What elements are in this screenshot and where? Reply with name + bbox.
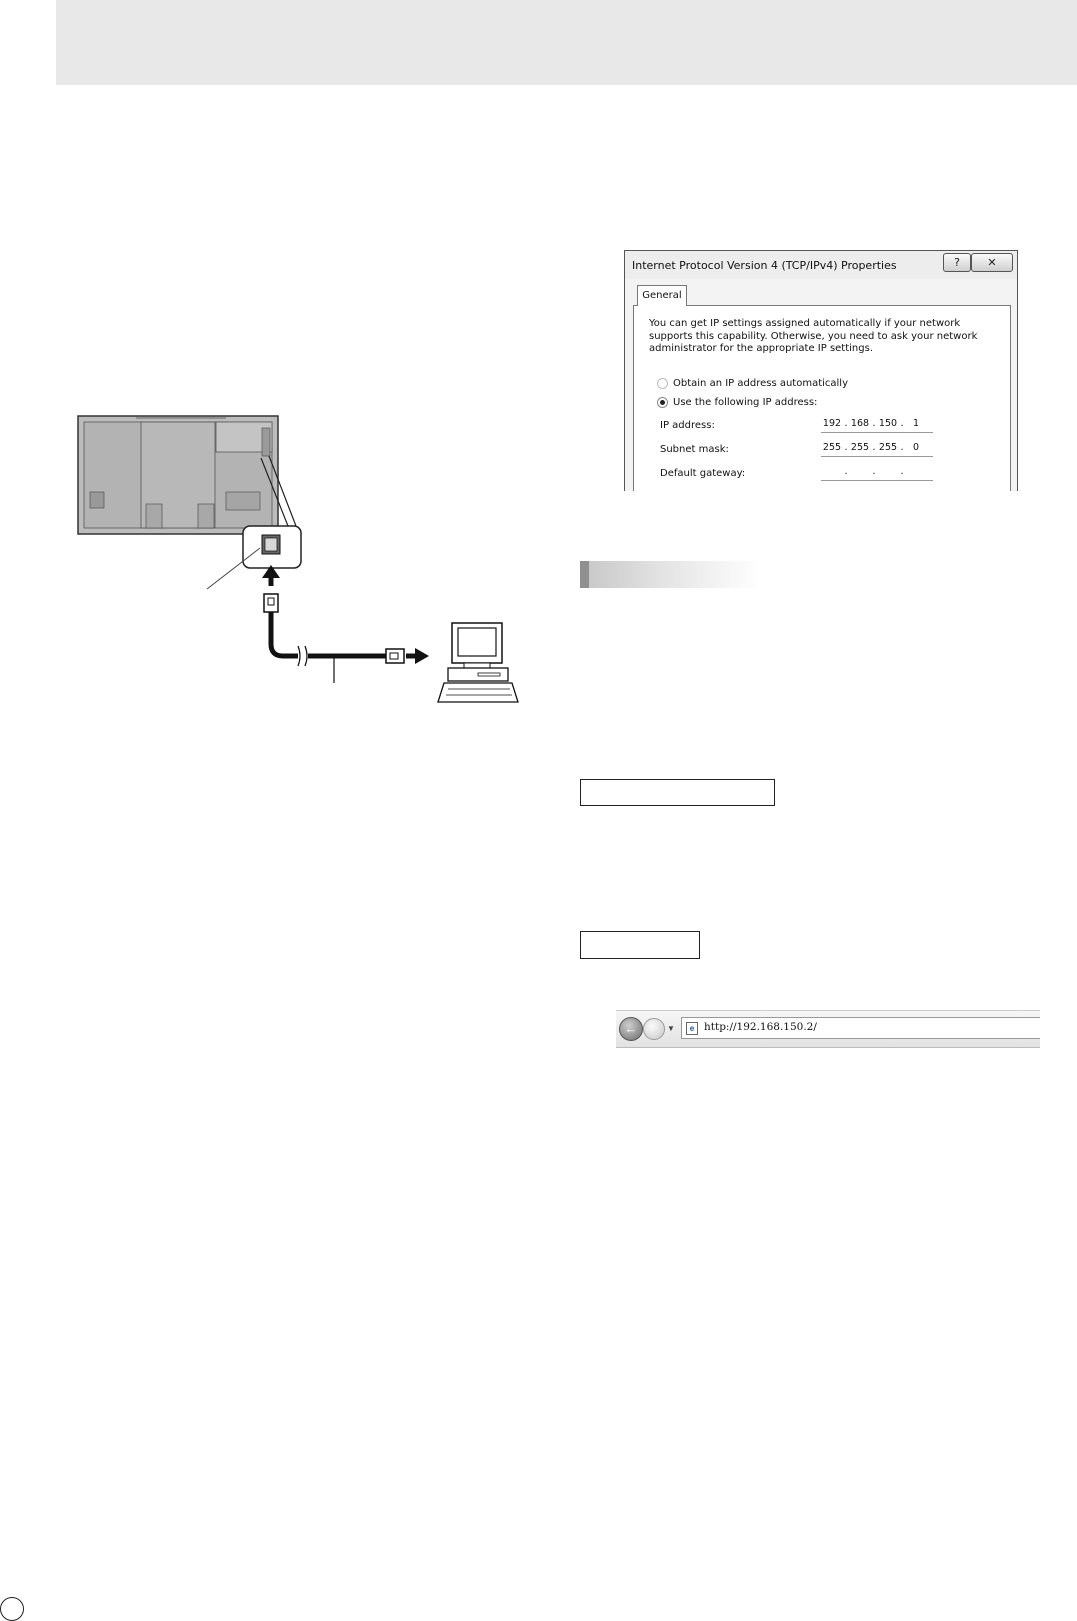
radio-button-checked-icon[interactable] [657,397,668,408]
radio-use-following-ip[interactable] [657,397,817,408]
mask-octet-1[interactable]: 255 [822,441,842,453]
subnet-mask-label: Subnet mask: [660,444,729,455]
tab-general[interactable]: General [637,285,687,306]
ip-address-field[interactable]: 192 . 168 . 150 . 1 [821,414,933,433]
general-panel [633,305,1011,491]
radio-auto-label: Obtain an IP address automatically [673,378,849,389]
browser-address-bar [616,1010,1040,1048]
help-button[interactable]: ? [943,253,971,272]
diagram-svg [76,408,536,708]
ip-octet-4[interactable]: 1 [912,417,920,429]
label-box-1 [580,779,775,806]
tcpip-properties-dialog [624,250,1018,491]
dialog-description: You can get IP settings assigned automatically if your network supports this capability. Otherwise, you need to ask your network administrator for the appropriate IP settings. [649,318,978,354]
radio-button-icon[interactable] [657,378,668,389]
ip-octet-2[interactable]: 168 [850,417,870,429]
lan-cable [271,612,298,656]
dialog-titlebar [625,251,1017,279]
mask-octet-2[interactable]: 255 [850,441,870,453]
section-heading-bar [580,561,760,588]
default-gateway-label: Default gateway: [660,468,746,479]
arrow-right-icon [415,648,429,664]
page-icon: e [686,1022,698,1035]
mask-octet-3[interactable]: 255 [878,441,898,453]
url-input[interactable] [681,1017,1040,1039]
history-dropdown-icon[interactable]: ▼ [667,1024,675,1033]
mask-octet-4[interactable]: 0 [912,441,920,453]
monitor-rear-illustration [78,416,278,534]
ip-octet-3[interactable]: 150 [878,417,898,429]
lan-connection-diagram [76,408,536,708]
ip-octet-1[interactable]: 192 [822,417,842,429]
radio-obtain-ip-automatically[interactable] [657,378,848,389]
header-band [56,0,1077,85]
url-text[interactable]: http://192.168.150.2/ [704,1021,817,1033]
page-number-circle [0,1597,24,1621]
subnet-mask-field[interactable]: 255 . 255 . 255 . 0 [821,438,933,457]
default-gateway-field[interactable]: . . . [821,462,933,481]
computer-icon [438,623,518,702]
back-arrow-icon[interactable]: ← [619,1017,643,1041]
label-box-2 [580,931,700,959]
ip-address-label: IP address: [660,420,715,431]
radio-manual-label: Use the following IP address: [673,397,818,408]
dialog-title: Internet Protocol Version 4 (TCP/IPv4) Properties [632,259,897,272]
close-button[interactable]: ✕ [971,253,1013,272]
forward-arrow-icon[interactable] [643,1018,665,1040]
